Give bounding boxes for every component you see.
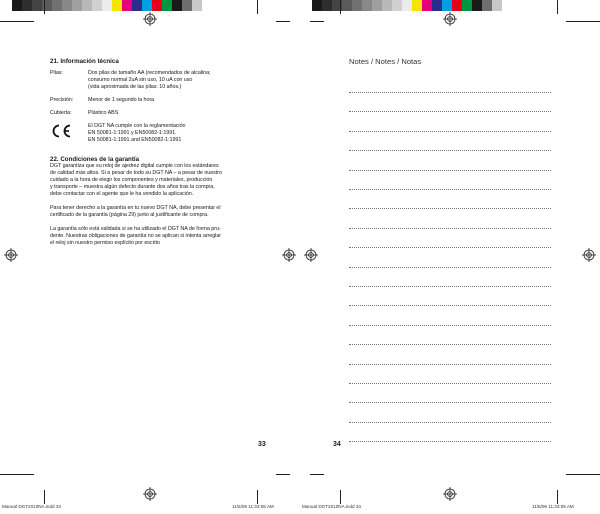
registration-mark-icon (304, 248, 318, 262)
page-number: 34 (333, 441, 341, 448)
color-swatch (462, 0, 472, 11)
note-line (349, 247, 551, 248)
note-line (349, 208, 551, 209)
note-line (349, 383, 551, 384)
note-line (349, 228, 551, 229)
file-slug: Manual DGT2010NA.indd 34 (302, 504, 361, 509)
registration-mark-icon (582, 248, 596, 262)
color-swatch (392, 0, 402, 11)
note-line (349, 441, 551, 442)
date-slug: 11/5/09 11:33:06 AM (232, 504, 274, 509)
ce-compliance: El DGT NA cumple con la reglamentación EN 50081-1:1991 y EN50082-1:1991. EN 50081-1:1991 and EN50082-1:1991 (50, 123, 255, 144)
note-line (349, 422, 551, 423)
section-21-title: 21. Información técnica (50, 58, 119, 65)
registration-mark-icon (282, 248, 296, 262)
color-swatch (372, 0, 382, 11)
color-swatch (432, 0, 442, 11)
color-swatch (442, 0, 452, 11)
registration-mark-icon (4, 248, 18, 262)
warranty-paragraph-2: Para tener derecho a la garantía en tu nuevo DGT NA, debe presentar el certificado de la garantía (página 29) junto al justificante de compra. (50, 205, 221, 218)
color-swatch (482, 0, 492, 11)
color-bar-right (312, 0, 512, 11)
color-swatch (402, 0, 412, 11)
section-22-title: 22. Condiciones de la garantía (50, 156, 140, 163)
color-swatch (342, 0, 352, 11)
note-line (349, 267, 551, 268)
spec-list (50, 70, 255, 144)
color-swatch (12, 0, 22, 11)
color-swatch (22, 0, 32, 11)
spec-row-pilas: Pilas: Dos pilas de tamaño AA (recomendados de alcalina; consumo normal 2uA sin uso, 10 uA con uso (vida aproximada de las pilas: 10 años.) (50, 70, 211, 90)
note-line (349, 111, 551, 112)
note-line (349, 189, 551, 190)
color-swatch (412, 0, 422, 11)
color-swatch (452, 0, 462, 11)
note-line (349, 402, 551, 403)
warranty-paragraph-3: La garantía sólo está validada si se ha utilizado el DGT NA de forma pru- dente. Nuestras obligaciones de garantía no se aplican si intenta arreglar el reloj sin nuestro permiso explícito por escrito (50, 226, 222, 246)
ce-mark-icon (50, 123, 72, 139)
spec-row-precision: Precisión: Menor de 1 segundo la hora (50, 97, 155, 103)
color-swatch (472, 0, 482, 11)
note-line (349, 170, 551, 171)
registration-mark-icon (443, 487, 457, 501)
spec-row-cubierta: Cubierta: Plástico ABS (50, 110, 119, 116)
note-line (349, 344, 551, 345)
warranty-paragraph-1: DGT garantiza que su reloj de ajedrez digital cumple con los estándares de calidad más altos. Si a pesar de todo su DGT NA – a pesar de nuestro cuidado a la hora de elegir los componentes y materiales, producción y transporte – muestra algún defecto durante dos años tras la compra, debe contactar con el agente que le ha vendido la aplicación. (50, 163, 222, 197)
note-line (349, 150, 551, 151)
color-swatch (32, 0, 42, 11)
notes-title: Notes / Notes / Notas (349, 57, 422, 66)
color-swatch (362, 0, 372, 11)
color-swatch (422, 0, 432, 11)
left-page (50, 0, 255, 514)
date-slug: 11/5/09 11:33:06 AM (532, 504, 574, 509)
note-line (349, 325, 551, 326)
note-line (349, 92, 551, 93)
note-line (349, 364, 551, 365)
note-line (349, 131, 551, 132)
registration-mark-icon (443, 12, 457, 26)
file-slug: Manual DGT2010NA.indd 33 (2, 504, 61, 509)
note-line (349, 286, 551, 287)
color-swatch (352, 0, 362, 11)
note-line (349, 305, 551, 306)
page-number: 33 (258, 441, 266, 448)
color-swatch (312, 0, 322, 11)
color-swatch (322, 0, 332, 11)
color-swatch (492, 0, 502, 11)
color-swatch (382, 0, 392, 11)
color-swatch (502, 0, 512, 11)
